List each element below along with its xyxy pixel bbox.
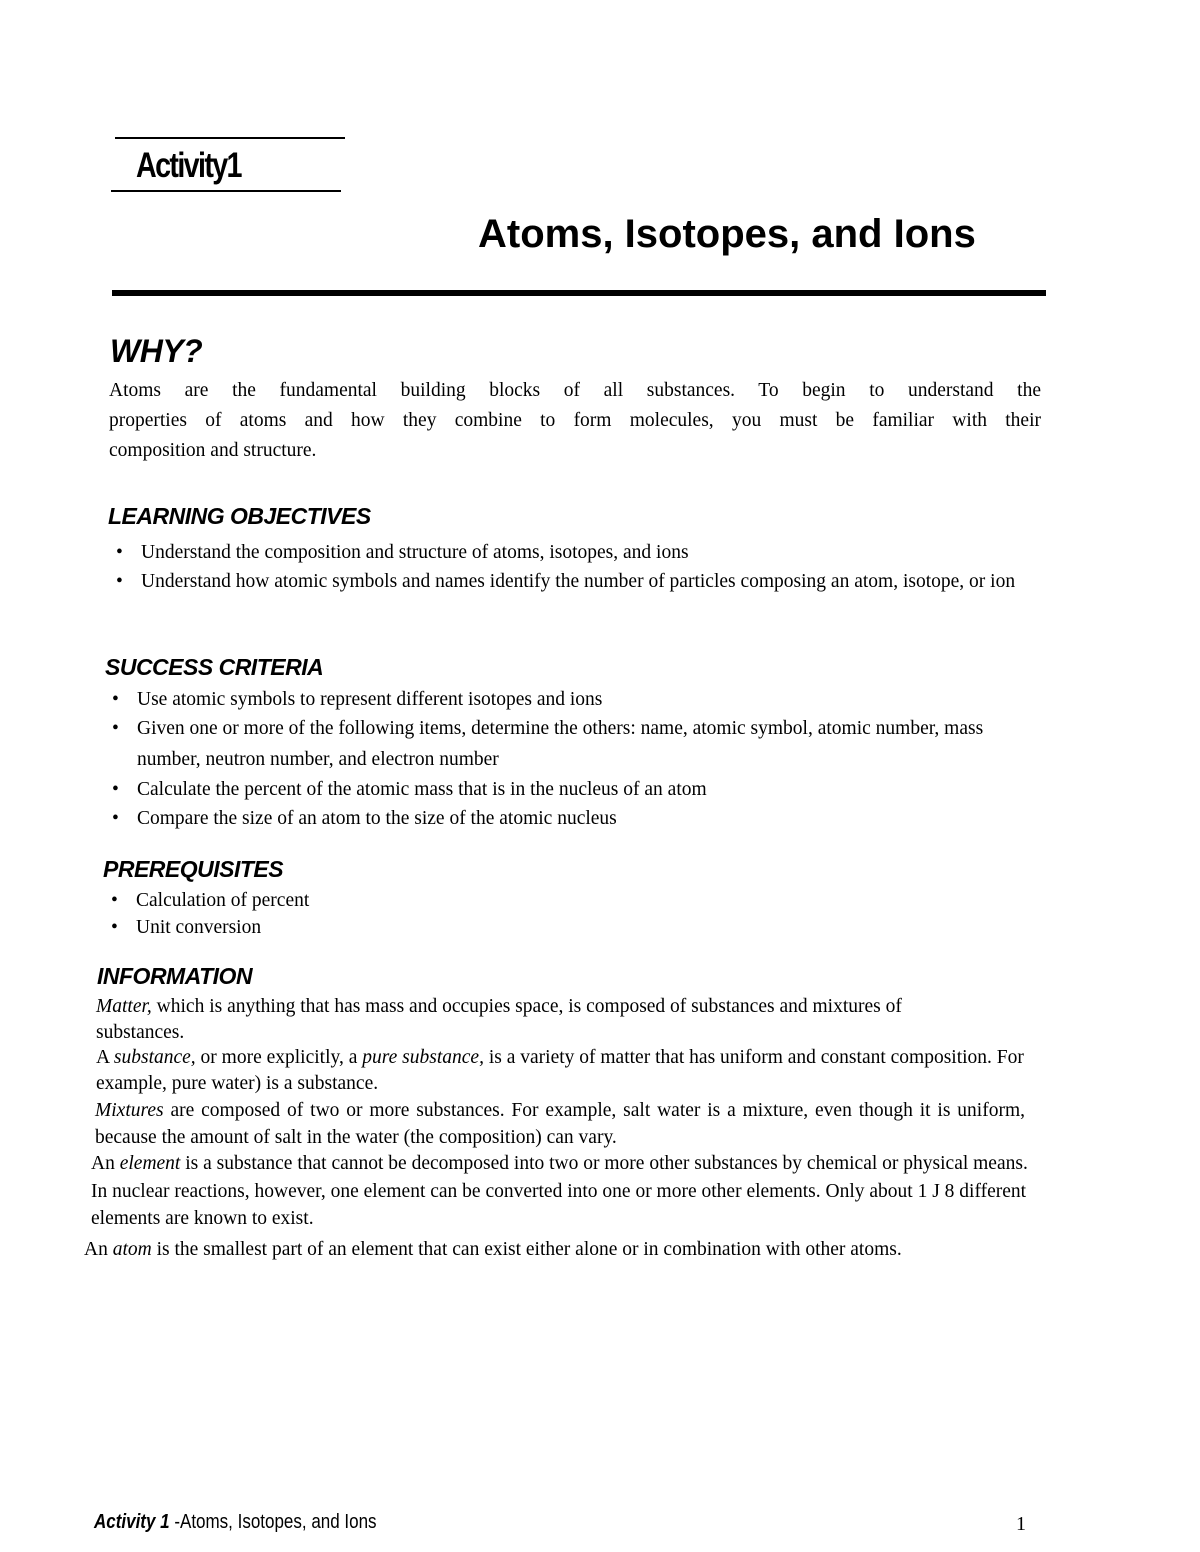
list-item: • Understand the composition and structure of atoms, isotopes, and ions [113,538,1033,567]
list-item: • Compare the size of an atom to the size of the atomic nucleus [109,805,1039,833]
list-item: • Given one or more of the following items, determine the others: name, atomic symbol, atomic number, mass number, neutron number, and electron number [109,713,1039,775]
matter-term: Matter, [96,996,152,1017]
pure-substance-term: pure substance, [362,1047,484,1068]
why-paragraph [109,376,1041,466]
list-item: • Calculation of percent [108,887,708,914]
page-number: 1 [1016,1513,1026,1535]
page-title: Atoms, Isotopes, and Ions [478,212,976,256]
information-mixtures: Mixtures are composed of two or more substances. For example, salt water is a mixture, even though it is uniform, because the amount of salt in the water (the composition) can vary. [95,1100,1025,1148]
learning-objectives-list [113,538,1033,597]
why-line-1: Atoms are the fundamental building blocks of all substances. To begin to understand the [109,380,1041,401]
mixtures-term: Mixtures [95,1100,164,1121]
prerequisites-heading: PREREQUISITES [103,856,284,882]
activity-label: Activity1 [136,146,241,185]
information-element: An element is a substance that cannot be decomposed into two or more other substances by chemical or physical means. In nuclear reactions, however, one element can be converted into one or more other elements. Only about 1 J 8 different elements are known to exist. [91,1153,1028,1229]
success-criteria-list [109,686,1039,833]
success-criteria-heading: SUCCESS CRITERIA [105,654,324,680]
element-term: element [119,1153,181,1174]
footer-activity-title: -Atoms, Isotopes, and Ions [169,1511,377,1533]
list-item: • Unit conversion [108,914,708,941]
atom-term: atom [112,1239,152,1260]
why-line-3: composition and structure. [109,440,317,461]
information-atom: An atom is the smallest part of an element that can exist either alone or in combination with other atoms. [84,1239,902,1260]
learning-objectives-heading: LEARNING OBJECTIVES [108,503,371,529]
footer-activity: Activity 1 [94,1511,170,1533]
footer-title [94,1511,377,1534]
why-heading: WHY? [110,333,203,369]
information-matter: Matter, which is anything that has mass and occupies space, is composed of substances and mixtures of substances. [96,996,902,1043]
information-substance: A substance, or more explicitly, a pure substance, is a variety of matter that has uniform and constant composition. For example, pure water) is a substance. [96,1047,1024,1094]
substance-term: substance, [113,1047,196,1068]
activity-top-rule [115,137,345,139]
information-heading: INFORMATION [97,963,253,989]
why-line-2: properties of atoms and how they combine to form molecules, you must be familiar with their [109,410,1041,431]
list-item: • Use atomic symbols to represent different isotopes and ions [109,686,1039,713]
title-rule [112,290,1046,296]
activity-bottom-rule [111,190,341,192]
list-item: • Understand how atomic symbols and names identify the number of particles composing an atom, isotope, or ion [113,567,1033,597]
list-item: • Calculate the percent of the atomic mass that is in the nucleus of an atom [109,775,1039,805]
prerequisites-list [108,887,708,941]
